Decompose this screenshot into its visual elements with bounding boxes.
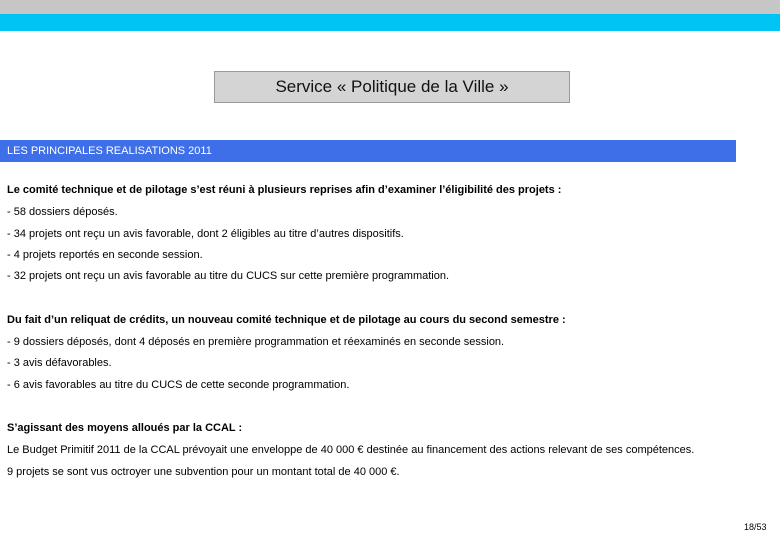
section-banner: LES PRINCIPALES REALISATIONS 2011 [0,140,736,162]
block1-item: - 32 projets ont reçu un avis favorable au titre du CUCS sur cette première programmation. [7,270,450,282]
block3-item: 9 projets se sont vus octroyer une subvention pour un montant total de 40 000 €. [7,466,400,478]
block2-heading: Du fait d’un reliquat de crédits, un nouveau comité technique et de pilotage au cours du second semestre : [7,314,566,326]
page-number: 18/53 [744,522,767,532]
block2-item: - 3 avis défavorables. [7,357,112,369]
block1-heading: Le comité technique et de pilotage s’est réuni à plusieurs reprises afin d’examiner l’éligibilité des projets : [7,184,562,196]
block3-heading: S’agissant des moyens alloués par la CCAL : [7,422,243,434]
block1-item: - 34 projets ont reçu un avis favorable, dont 2 éligibles au titre d’autres dispositifs. [7,228,404,240]
block1-item: - 58 dossiers déposés. [7,206,118,218]
page-title: Service « Politique de la Ville » [214,71,570,103]
block3-item: Le Budget Primitif 2011 de la CCAL prévoyait une enveloppe de 40 000 € destinée au financement des actions relevant de ses compétences. [7,444,695,456]
block2-item: - 9 dossiers déposés, dont 4 déposés en première programmation et réexaminés en seconde session. [7,336,505,348]
block1-item: - 4 projets reportés en seconde session. [7,249,203,261]
top-gray-bar [0,0,780,14]
block2-item: - 6 avis favorables au titre du CUCS de cette seconde programmation. [7,379,350,391]
top-cyan-bar [0,14,780,31]
